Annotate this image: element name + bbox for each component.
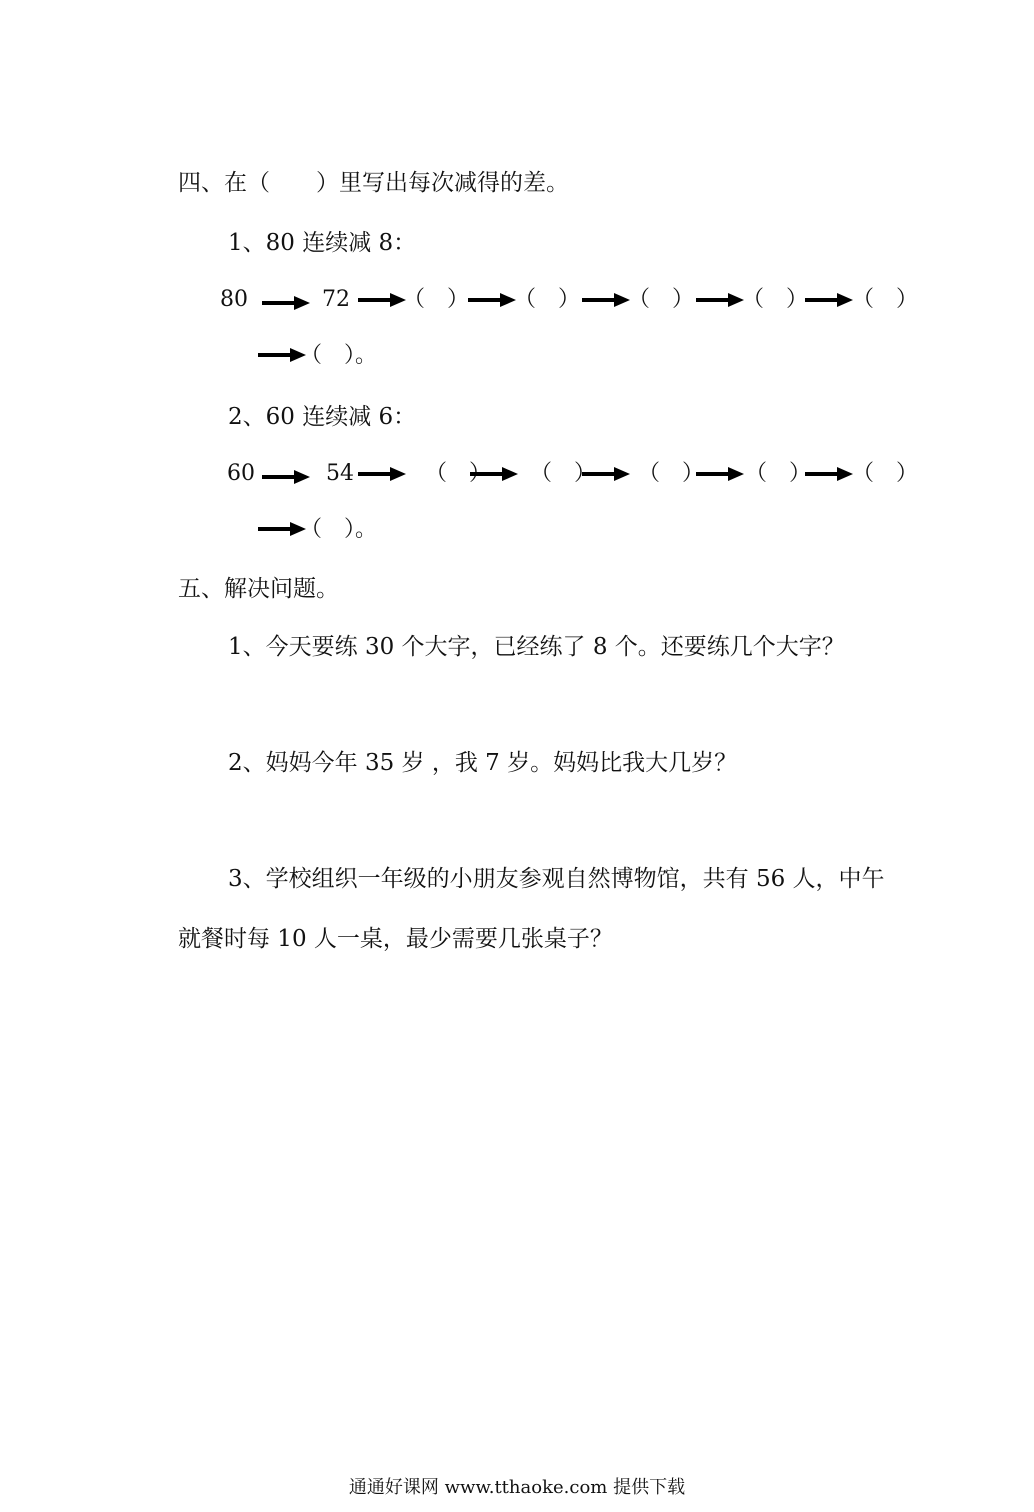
answer-blank[interactable]: （ ）	[403, 287, 470, 312]
page-footer: 通通好课网 www.tthaoke.com 提供下载	[348, 1477, 686, 1498]
right-arrow-icon	[262, 295, 310, 311]
answer-blank[interactable]: （ ）	[638, 461, 705, 486]
right-arrow-icon	[582, 292, 630, 308]
sequence-start-value: 80	[220, 287, 248, 312]
answer-blank[interactable]: （ ）	[628, 287, 695, 312]
answer-blank[interactable]: （ ）	[742, 287, 809, 312]
right-arrow-icon	[358, 292, 406, 308]
sequence-second-value: 54	[326, 461, 354, 486]
right-arrow-icon	[805, 292, 853, 308]
answer-blank-final[interactable]: （ ）。	[300, 517, 378, 542]
right-arrow-icon	[358, 466, 406, 482]
answer-blank[interactable]: （ ）	[514, 287, 581, 312]
answer-blank[interactable]: （ ）	[425, 461, 492, 486]
problem-3-text-line-2: 就餐时每 10 人一桌，最少需要几张桌子？	[178, 926, 613, 952]
sequence-start-value: 60	[227, 461, 255, 486]
question-2-label: 2、60 连续减 6：	[228, 404, 417, 430]
answer-blank[interactable]: （ ）	[530, 461, 597, 486]
right-arrow-icon	[262, 469, 310, 485]
answer-blank-final[interactable]: （ ）。	[300, 343, 378, 368]
right-arrow-icon	[258, 521, 306, 537]
problem-2-text: 2、妈妈今年 35 岁 ，我 7 岁。妈妈比我大几岁？	[228, 750, 738, 776]
problem-3-text-line-1: 3、学校组织一年级的小朋友参观自然博物馆，共有 56 人，中午	[228, 866, 885, 892]
right-arrow-icon	[696, 466, 744, 482]
section-5-heading: 五、解决问题。	[178, 576, 339, 602]
sequence-second-value: 72	[322, 287, 350, 312]
answer-blank[interactable]: （ ）	[852, 461, 919, 486]
right-arrow-icon	[805, 466, 853, 482]
right-arrow-icon	[696, 292, 744, 308]
right-arrow-icon	[470, 466, 518, 482]
question-1-label: 1、80 连续减 8：	[228, 230, 417, 256]
section-4-heading: 四、在（ ）里写出每次减得的差。	[178, 170, 569, 196]
right-arrow-icon	[258, 347, 306, 363]
right-arrow-icon	[468, 292, 516, 308]
problem-1-text: 1、今天要练 30 个大字，已经练了 8 个。还要练几个大字？	[228, 634, 845, 660]
answer-blank[interactable]: （ ）	[852, 287, 919, 312]
answer-blank[interactable]: （ ）	[745, 461, 812, 486]
right-arrow-icon	[582, 466, 630, 482]
